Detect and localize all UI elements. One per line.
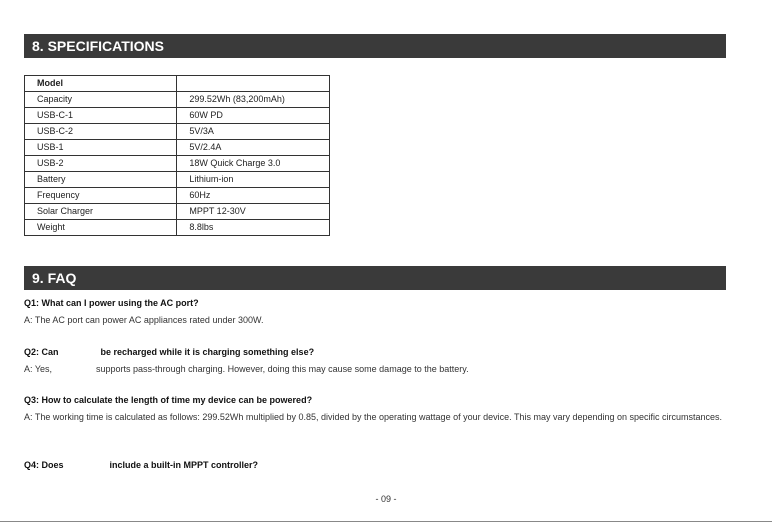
faq-answer-2 (24, 363, 469, 375)
faq-question-2-start: Q2: Can (24, 347, 59, 357)
faq-answer-2-start: A: Yes, (24, 364, 53, 374)
spec-value (177, 76, 330, 92)
faq-question-2-end: be recharged while it is charging something else? (100, 347, 315, 357)
table-row (25, 108, 330, 124)
faq-question-2 (24, 346, 314, 358)
spec-label: USB-C-2 (25, 124, 177, 140)
faq-question-4 (24, 459, 258, 471)
spec-label: USB-C-1 (25, 108, 177, 124)
faq-answer-2-end: supports pass-through charging. However, doing this may cause some damage to the battery. (96, 364, 469, 374)
table-row (25, 92, 330, 108)
spec-value: 5V/3A (177, 124, 330, 140)
table-row (25, 140, 330, 156)
table-row (25, 220, 330, 236)
spec-value: 60Hz (177, 188, 330, 204)
table-row (25, 172, 330, 188)
spec-value: 8.8lbs (177, 220, 330, 236)
faq-question-3: Q3: How to calculate the length of time my device can be powered? (24, 395, 313, 405)
section-8-header (24, 34, 726, 58)
spec-label: Solar Charger (25, 204, 177, 220)
spec-label: Weight (25, 220, 177, 236)
spec-label: Model (25, 76, 177, 92)
spec-label: USB-1 (25, 140, 177, 156)
page-number: - 09 - (375, 494, 397, 504)
faq-answer-1: A: The AC port can power AC appliances rated under 300W. (24, 315, 264, 325)
spec-value: 299.52Wh (83,200mAh) (177, 92, 330, 108)
specifications-table (24, 75, 330, 236)
table-row (25, 188, 330, 204)
spec-value: MPPT 12-30V (177, 204, 330, 220)
section-9-header (24, 266, 726, 290)
spec-value: 5V/2.4A (177, 140, 330, 156)
spec-label: Capacity (25, 92, 177, 108)
table-row (25, 156, 330, 172)
faq-question-4-end: include a built-in MPPT controller? (109, 460, 259, 470)
faq-question-4-start: Q4: Does (24, 460, 64, 470)
section-8-title: 8. SPECIFICATIONS (32, 38, 164, 54)
section-9-title: 9. FAQ (32, 270, 77, 286)
faq-answer-3: A: The working time is calculated as follows: 299.52Wh multiplied by 0.85, divided by the operating wattage of your device. This may vary depending on specific circumstances. (24, 412, 723, 422)
spec-label: Frequency (25, 188, 177, 204)
spec-label: USB-2 (25, 156, 177, 172)
faq-question-1: Q1: What can I power using the AC port? (24, 298, 199, 308)
spec-value: 18W Quick Charge 3.0 (177, 156, 330, 172)
table-row (25, 204, 330, 220)
table-row (25, 76, 330, 92)
page-edge-line (0, 521, 772, 522)
spec-label: Battery (25, 172, 177, 188)
table-row (25, 124, 330, 140)
spec-value: 60W PD (177, 108, 330, 124)
spec-value: Lithium-ion (177, 172, 330, 188)
